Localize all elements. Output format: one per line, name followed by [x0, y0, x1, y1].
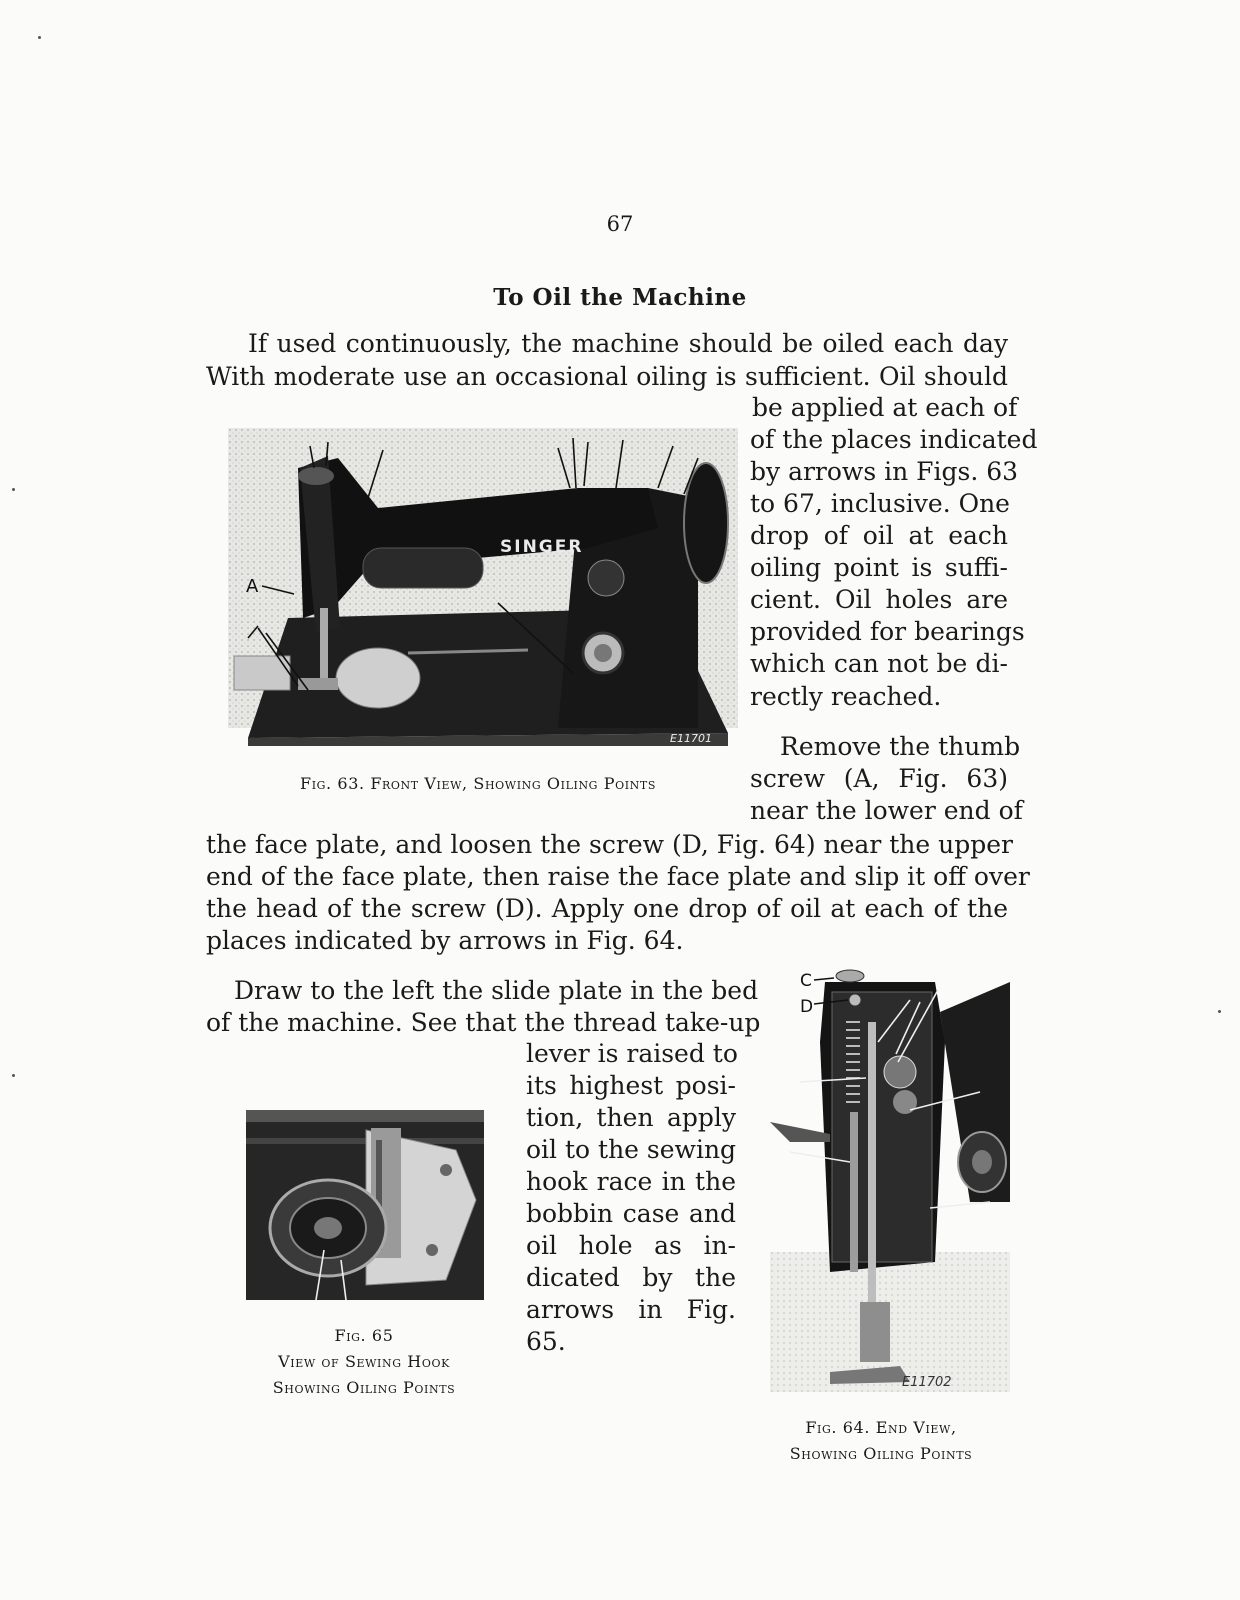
- scan-speck: [38, 36, 41, 39]
- para1-line-2: With moderate use an occasional oiling is sufficient. Oil should: [206, 362, 1008, 391]
- singer-brand-text: SINGER: [500, 537, 584, 557]
- para1-line-11: which can not be di-: [750, 649, 1008, 678]
- label-a: A: [246, 576, 259, 597]
- para1-line-5: by arrows in Figs. 63: [750, 457, 1019, 486]
- para3-line-10: dicated by the: [526, 1263, 736, 1292]
- sewing-machine-front-illustration: [228, 428, 738, 748]
- label-d: D: [800, 997, 814, 1017]
- scan-speck: [12, 488, 15, 491]
- sewing-machine-end-illustration: [770, 962, 1010, 1398]
- fig64-plate-number: E11702: [902, 1375, 952, 1390]
- para2-line-4: the face plate, and loosen the screw (D, Fig. 64) near the upper: [206, 830, 1013, 859]
- para1-line-8: oiling point is suffi-: [750, 553, 1008, 582]
- para2-line-2: screw (A, Fig. 63): [750, 764, 1008, 793]
- para1-line-12: rectly reached.: [750, 682, 942, 711]
- para3-line-7: hook race in the: [526, 1167, 736, 1196]
- para3-line-1: Draw to the left the slide plate in the bed: [234, 976, 759, 1005]
- para3-line-4: its highest posi-: [526, 1071, 736, 1100]
- para2-line-7: places indicated by arrows in Fig. 64.: [206, 926, 684, 955]
- para2-line-6: the head of the screw (D). Apply one drop of oil at each of the: [206, 894, 1008, 923]
- sewing-hook-illustration: [246, 1110, 484, 1302]
- scan-speck: [12, 1074, 15, 1077]
- para1-line-9: cient. Oil holes are: [750, 585, 1008, 614]
- para2-line-3: near the lower end of: [750, 796, 1023, 825]
- para3-line-6: oil to the sewing: [526, 1135, 737, 1164]
- para3-line-5: tion, then apply: [526, 1103, 736, 1132]
- para1-line-4: of the places indicated: [750, 425, 1038, 454]
- label-c: C: [800, 971, 812, 991]
- para1-line-3: be applied at each of: [752, 393, 1018, 422]
- para3-line-3: lever is raised to: [526, 1039, 738, 1068]
- para3-line-11: arrows in Fig.: [526, 1295, 736, 1324]
- para3-line-9: oil hole as in-: [526, 1231, 736, 1260]
- scan-speck: [1218, 1010, 1221, 1013]
- figure-63-caption: Fig. 63. Front View, Showing Oiling Points: [300, 774, 656, 793]
- page-number: 67: [606, 212, 634, 236]
- para1-line-7: drop of oil at each: [750, 521, 1008, 550]
- figure-64-caption-line-2: Showing Oiling Points: [789, 1444, 973, 1463]
- figure-65-caption-line-2: View of Sewing Hook: [278, 1352, 450, 1371]
- para3-line-12: 65.: [526, 1327, 566, 1356]
- figure-65-caption-line-1: Fig. 65: [334, 1326, 394, 1345]
- figure-64-caption-line-1: Fig. 64. End View,: [805, 1418, 957, 1437]
- figure-63-front-view: [228, 428, 738, 748]
- para2-line-1: Remove the thumb: [780, 732, 1021, 761]
- para1-line-10: provided for bearings: [750, 617, 1025, 646]
- fig63-plate-number: E11701: [670, 732, 712, 745]
- figure-65-caption-line-3: Showing Oiling Points: [272, 1378, 456, 1397]
- page-title: To Oil the Machine: [493, 284, 747, 311]
- para1-line-1: If used continuously, the machine should be oiled each day: [248, 329, 1008, 358]
- figure-65-sewing-hook: [246, 1110, 484, 1302]
- para1-line-6: to 67, inclusive. One: [750, 489, 1010, 518]
- para2-line-5: end of the face plate, then raise the face plate and slip it off over: [206, 862, 1030, 891]
- para3-line-8: bobbin case and: [526, 1199, 736, 1228]
- para3-line-2: of the machine. See that the thread take-up: [206, 1008, 761, 1037]
- figure-64-end-view: [770, 962, 1010, 1398]
